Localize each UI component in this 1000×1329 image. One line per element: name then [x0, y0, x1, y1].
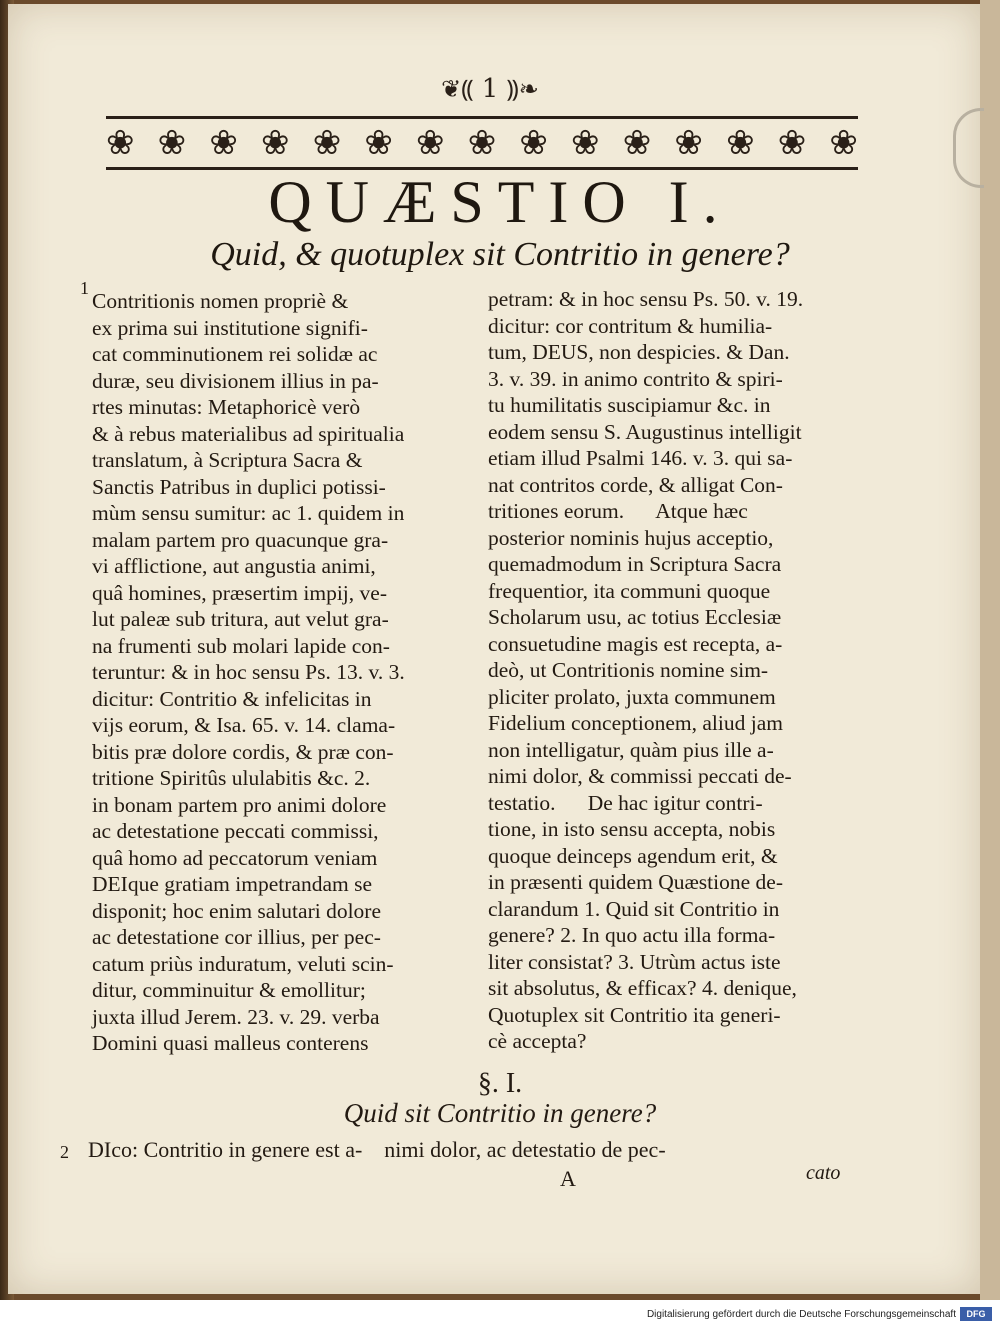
margin-number-2: 2	[60, 1142, 69, 1162]
ornament-left-icon: ❦⸨	[441, 75, 474, 103]
band-flower-icon: ❀	[622, 123, 652, 163]
right-column-text: petram: & in hoc sensu Ps. 50. v. 19. dicitur: cor contritum & humilia- tum, DEUS, non despicies. & Dan. 3. v. 39. in animo contrito & spiri- tu humilitatis suscipiamur &c. in eodem sensu S. Augustinus intelligit etiam illud Psalmi 146. v. 3. qui sa- nat contritos corde, & alligat Con- tritiones eorum. Atque hæc posterior nominis hujus acceptio, quemadmodum in Scriptura Sacra frequentior, ita communi quoque Scholarum usu, ac totius Ecclesiæ consuetudine magis est recepta, a- deò, ut Contritionis nomine sim- pliciter prolato, juxta communem Fidelium conceptionem, aliud jam non intelligatur, quàm pius ille a- nimi dolor, & commissi peccati de- testatio. De hac igitur contri- tione, in isto sensu accepta, nobis quoque deinceps agendum erit, & in præsenti quidem Quæstione de- clarandum 1. Quid sit Contritio in genere? 2. In quo actu illa forma- liter consistat? 3. Utrùm actus iste sit absolutus, & efficax? 4. denique, Quotuplex sit Contritio ita generi- cè accepta?	[488, 287, 804, 1053]
left-column-text: Contritionis nomen propriè & ex prima sui institutione signifi- cat comminutionem rei solidæ ac duræ, seu divisionem illius in pa- rtes minutas: Metaphoricè verò & à rebus materialibus ad spiritualia translatum, à Scriptura Sacra & Sanctis Patribus in duplici potissi- mùm sensu sumitur: ac 1. quidem in malam partem pro quacunque gra- vi afflictione, aut angustia animi, quâ homines, præsertim impij, ve- lut paleæ sub tritura, aut velut gra- na frumenti sub molari lapide con- teruntur: & in hoc sensu Ps. 13. v. 3. dicitur: Contritio & infelicitas in vijs eorum, & Isa. 65. v. 14. clama- bitis præ dolore cordis, & præ con- tritione Spiritûs ululabitis &c. 2. in bonam partem pro animi dolore ac detestatione peccati commissi, quâ homo ad peccatorum veniam DEIque gratiam impetrandam se disponit; hoc enim salutari dolore ac detestatione cor illius, per pec- catum priùs induratum, veluti scin- ditur, comminuitur & emollitur; juxta illud Jerem. 23. v. 29. verba Domini quasi malleus conterens	[92, 289, 405, 1055]
footer-credit: Digitalisierung gefördert durch die Deutsche Forschungsgemeinschaft	[646, 1309, 956, 1320]
band-flower-icon: ❀	[157, 123, 187, 163]
signature-mark: A	[560, 1166, 576, 1191]
ornament-right-icon: ⸩❧	[506, 75, 539, 103]
margin-number-1: 1	[80, 278, 89, 298]
catchword: cato	[806, 1162, 841, 1184]
footer-bar	[0, 1300, 1000, 1329]
section-mark: §. I.	[477, 1068, 523, 1099]
band-flower-icon: ❀	[364, 123, 393, 163]
band-flower-icon: ❀	[416, 123, 445, 163]
band-flower-icon: ❀	[106, 123, 135, 163]
band-flower-icon: ❀	[209, 123, 238, 163]
page-title: QUÆSTIO I.	[268, 169, 732, 235]
band-flower-icon: ❀	[726, 123, 755, 163]
ornamental-band	[106, 116, 858, 170]
dfg-logo-icon: DFG	[960, 1307, 992, 1321]
page-subtitle: Quid, & quotuplex sit Contritio in genere?	[210, 236, 790, 273]
section-title: Quid sit Contritio in genere?	[343, 1098, 657, 1128]
band-flower-icon: ❀	[571, 123, 600, 163]
band-flower-icon: ❀	[261, 123, 290, 163]
band-flower-icon: ❀	[674, 123, 703, 163]
band-flower-icon: ❀	[829, 123, 858, 163]
band-flower-icon: ❀	[777, 123, 807, 163]
band-flower-icon: ❀	[519, 123, 548, 163]
page-number: 1	[481, 74, 499, 104]
band-flower-icon: ❀	[467, 123, 497, 163]
band-flower-icon: ❀	[312, 123, 342, 163]
page-number-line	[420, 72, 560, 105]
paragraph-2-text: DIco: Contritio in genere est a- nimi dolor, ac detestatio de pec-	[88, 1137, 666, 1162]
